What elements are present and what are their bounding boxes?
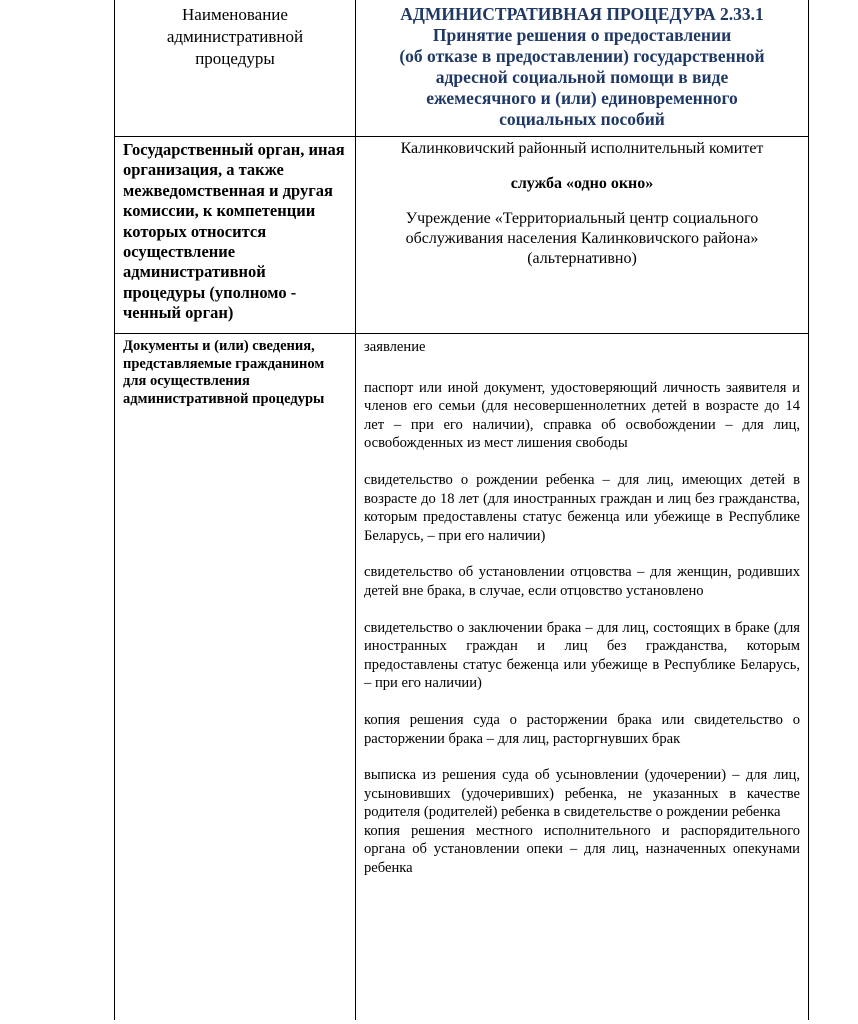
authority-right-cell [356, 137, 809, 334]
document-item: копия решения местного исполнительного и распорядительного органа об установлении опеки – для лиц, назначенных опекунами ребенка [364, 822, 800, 877]
header-right-cell [356, 0, 809, 137]
procedure-name-label [115, 0, 355, 70]
authority-alternative: Учреждение «Территориальный центр социального обслуживания населения Калинковичского района» (альтернативно) [405, 210, 759, 267]
procedure-title-line: Принятие решения о предоставлении [432, 25, 732, 45]
procedure-title-line: социальных пособий [499, 109, 665, 129]
procedure-title-line: ежемесячного и (или) единовременного [426, 88, 738, 108]
document-item: заявление [364, 339, 426, 355]
procedure-name-line: Наименование [182, 5, 288, 24]
document-item: свидетельство о рождении ребенка – для лиц, имеющих детей в возрасте до 18 лет (для иностранных граждан и лиц без гражданства, которым предоставлены статус беженца или убежище в Республике Беларусь, – при его наличии) [364, 471, 800, 544]
documents-right-cell [356, 334, 809, 1021]
documents-left-cell [115, 334, 356, 1021]
procedure-name-line: процедуры [195, 49, 275, 68]
document-item: свидетельство об установлении отцовства – для женщин, родивших детей вне брака, в случае, если отцовство установлено [364, 564, 800, 599]
documents-list [356, 334, 808, 878]
documents-row [115, 334, 809, 1021]
authority-one-window: служба «одно окно» [510, 175, 654, 192]
authority-row [115, 137, 809, 334]
procedure-title-line: (об отказе в предоставлении) государственной [399, 46, 765, 66]
header-row [115, 0, 809, 137]
procedure-table [114, 0, 809, 1020]
document-item: свидетельство о заключении брака – для лиц, состоящих в браке (для иностранных граждан и лиц без гражданства, которым предоставлены статус беженца или убежище в Республике Беларусь, – при его наличии) [364, 619, 800, 692]
procedure-name-line: административной [166, 27, 304, 46]
procedure-title-line: АДМИНИСТРАТИВНАЯ ПРОЦЕДУРА 2.33.1 [400, 4, 764, 24]
header-left-cell [115, 0, 356, 137]
procedure-title [356, 0, 808, 130]
documents-label: Документы и (или) сведения, представляемые гражданином для осуществления административной процедуры [123, 338, 325, 407]
authority-label: Государственный орган, иная организация, а также межведомственная и другая комиссии, к компетенции которых относится осуществление административной процедуры (уполномо - ченный орган) [123, 140, 345, 323]
document-item: копия решения суда о расторжении брака или свидетельство о расторжении брака – для лиц, расторгнувших брак [364, 711, 800, 747]
authority-left-cell [115, 137, 356, 334]
document-item: выписка из решения суда об усыновлении (удочерении) – для лиц, усыновивших (удочеривших) ребенка, не указанных в качестве родителя (родителей) ребенка в свидетельстве о рождении ребенка [364, 767, 800, 821]
procedure-title-line: адресной социальной помощи в виде [435, 67, 729, 87]
authority-main: Калинковичский районный исполнительный комитет [400, 140, 764, 157]
document-item: паспорт или иной документ, удостоверяющий личность заявителя и членов его семьи (для несовершеннолетних детей в возрасте до 14 лет – при его наличии), справка об освобождении – для лиц, освобожденных из мест лишения свободы [364, 379, 800, 452]
